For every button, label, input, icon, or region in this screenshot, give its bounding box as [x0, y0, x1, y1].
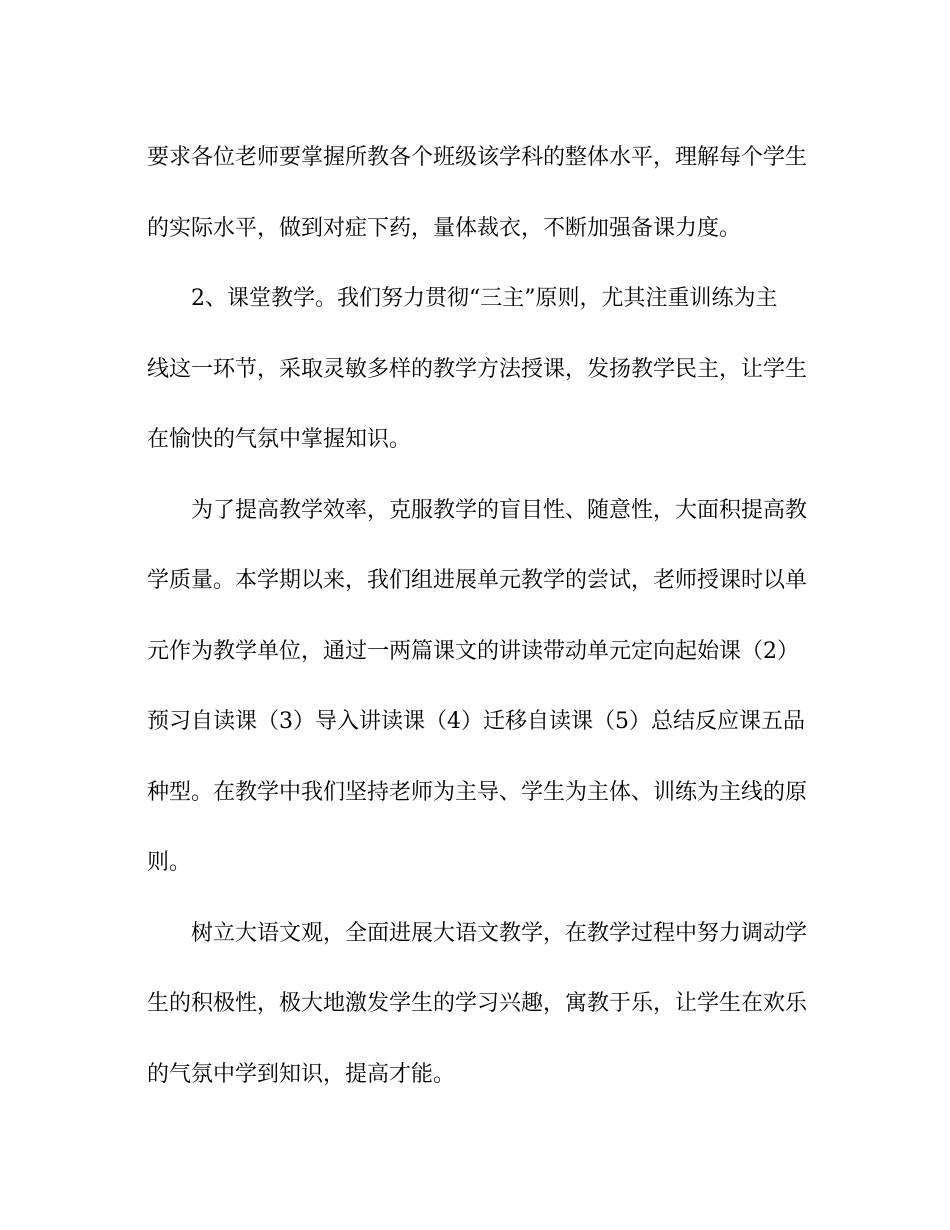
text-line: 种型。在教学中我们坚持老师为主导、学生为主体、训练为主线的原 [147, 779, 808, 805]
text-line: 树立大语文观，全面进展大语文教学，在教学过程中努力调动学 [191, 920, 808, 946]
text-line: 则。 [147, 850, 192, 875]
text-line: 的实际水平，做到对症下药，量体裁衣，不断加强备课力度。 [147, 215, 742, 241]
text-line: 要求各位老师要掌握所教各个班级该学科的整体水平，理解每个学生 [147, 145, 808, 170]
text-line: 在愉快的气氛中掌握知识。 [147, 427, 412, 452]
text-line: 元作为教学单位，通过一两篇课文的讲读带动单元定向起始课（2） [147, 638, 799, 664]
text-line: 为了提高教学效率，克服教学的盲目性、随意性，大面积提高教 [191, 497, 808, 523]
document-body [147, 138, 812, 1125]
text-line: 学质量。本学期以来，我们组进展单元教学的尝试，老师授课时以单 [147, 568, 808, 593]
text-line: 预习自读课（3）导入讲读课（4）迁移自读课（5）总结反应课五品 [147, 709, 805, 734]
text-line: 的气氛中学到知识，提高才能。 [147, 1061, 456, 1087]
text-line: 生的积极性，极大地激发学生的学习兴趣，寓教于乐，让学生在欢乐 [147, 991, 808, 1016]
text-line: 线这一环节，采取灵敏多样的教学方法授课，发扬教学民主，让学生 [147, 356, 808, 382]
text-line: 2、课堂教学。我们努力贯彻“三主”原则，尤其注重训练为主 [191, 286, 778, 311]
